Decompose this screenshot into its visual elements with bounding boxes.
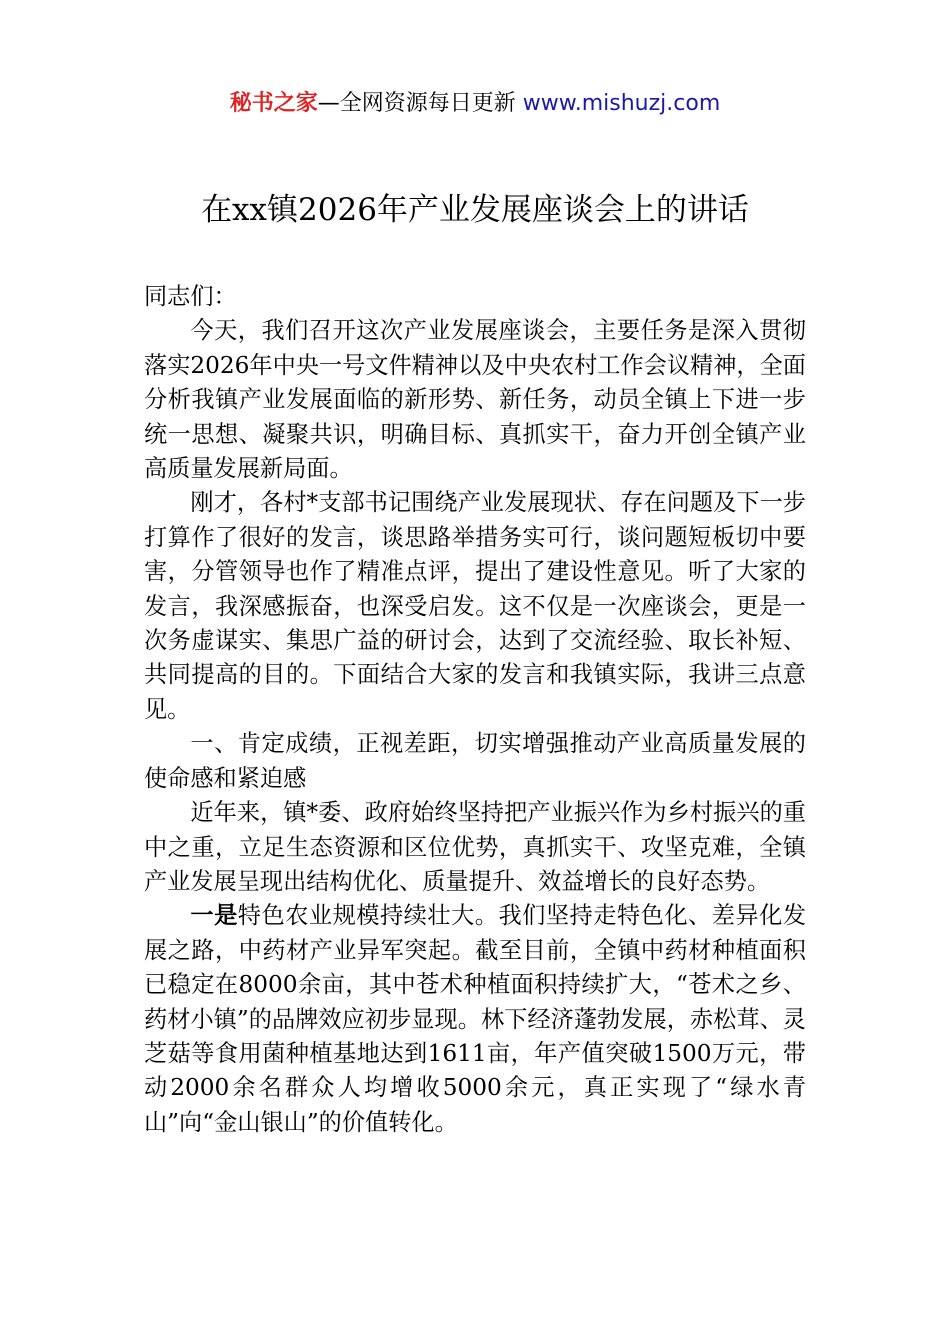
paragraph-feedback: 刚才，各村*支部书记围绕产业发展现状、存在问题及下一步打算作了很好的发言，谈思路举措务实可行，谈问题短板切中要害，分管领导也作了精准点评，提出了建设性意见。听了大家的发言，我深感振奋，也深受启发。这不仅是一次座谈会，更是一次务虚谋实、集思广益的研讨会，达到了交流经验、取长补短、共同提高的目的。下面结合大家的发言和我镇实际，我讲三点意见。 bbox=[144, 489, 806, 723]
site-brand: 秘书之家 bbox=[229, 91, 318, 116]
paragraph-opening: 今天，我们召开这次产业发展座谈会，主要任务是深入贯彻落实2026年中央一号文件精神以及中央农村工作会议精神，全面分析我镇产业发展面临的新形势、新任务，动员全镇上下进一步统一思想、凝聚共识，明确目标、真抓实干，奋力开创全镇产业高质量发展新局面。 bbox=[144, 317, 806, 483]
site-tagline: —全网资源每日更新 bbox=[317, 91, 523, 116]
point-one-text: 特色农业规模持续壮大。我们坚持走特色化、差异化发展之路，中药材产业异军突起。截至目前，全镇中药材种植面积已稳定在8000余亩，其中苍术种植面积持续扩大，“苍术之乡、药材小镇”的品牌效应初步显现。林下经济蓬勃发展，赤松茸、灵芝菇等食用菌种植基地达到1611亩，年产值突破1500万元，带动2000余名群众人均增收5000余元，真正实现了“绿水青山”向“金山银山”的价值转化。 bbox=[144, 902, 807, 1136]
site-header bbox=[0, 88, 950, 120]
point-one-lead: 一是 bbox=[190, 902, 238, 930]
paragraph-achievements: 近年来，镇*委、政府始终坚持把产业振兴作为乡村振兴的重中之重，立足生态资源和区位优势，真抓实干、攻坚克难，全镇产业发展呈现出结构优化、质量提升、效益增长的良好态势。 bbox=[144, 799, 806, 895]
document-title: 在xx镇2026年产业发展座谈会上的讲话 bbox=[201, 192, 749, 228]
salutation: 同志们： bbox=[144, 283, 237, 310]
section-heading-one: 一、肯定成绩，正视差距，切实增强推动产业高质量发展的使命感和紧迫感 bbox=[144, 730, 806, 792]
paragraph-point-one bbox=[144, 899, 806, 1140]
site-url-link[interactable]: www.mishuzj.com bbox=[522, 91, 721, 116]
document-body bbox=[144, 280, 806, 1140]
